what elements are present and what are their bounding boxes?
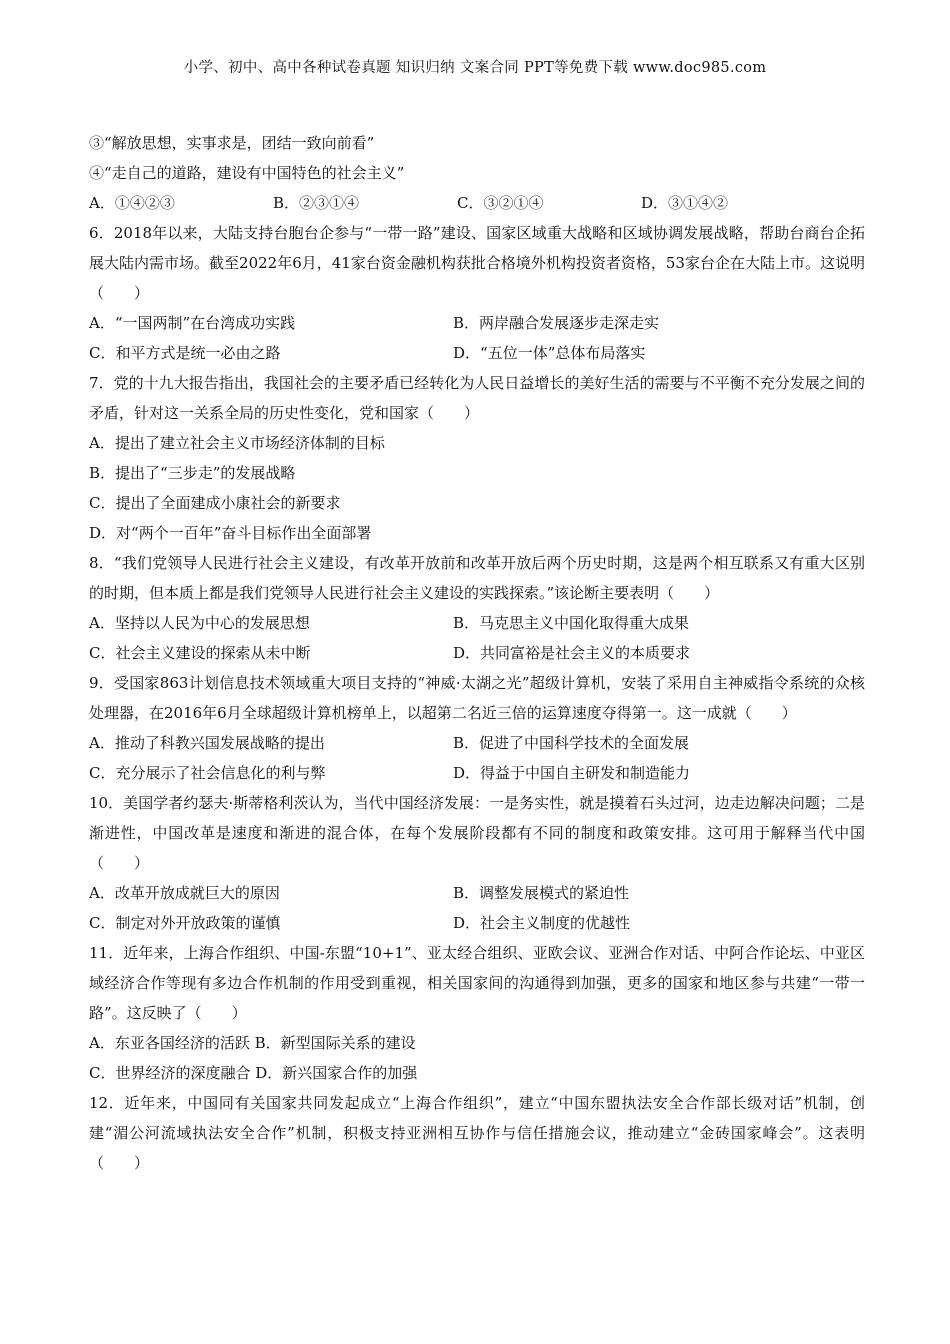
q9-option-b: B．促进了中国科学技术的全面发展: [453, 734, 690, 752]
q9-options-row1: [89, 728, 865, 758]
q7-stem: 7．党的十九大报告指出，我国社会的主要矛盾已经转化为人民日益增长的美好生活的需要与不平衡不充分发展之间的矛盾，针对这一关系全局的历史性变化，党和国家（ ）: [89, 374, 865, 422]
q8-options-row1: [89, 608, 865, 638]
q5-option-d: D．③①④②: [641, 194, 729, 212]
q9-option-d: D．得益于中国自主研发和制造能力: [453, 764, 691, 782]
q8-option-b: B．马克思主义中国化取得重大成果: [453, 614, 690, 632]
q9-options-row2: [89, 758, 865, 788]
q11-options-ab: A．东亚各国经济的活跃 B．新型国际关系的建设: [89, 1034, 416, 1052]
q6-option-a: A．“一国两制”在台湾成功实践: [89, 314, 296, 332]
q9-option-a: A．推动了科教兴国发展战略的提出: [89, 734, 325, 752]
q10-option-a: A．改革开放成就巨大的原因: [89, 884, 280, 902]
q10-option-c: C．制定对外开放政策的谨慎: [89, 914, 281, 932]
q9-option-c: C．充分展示了社会信息化的利与弊: [89, 764, 326, 782]
q10-option-d: D．社会主义制度的优越性: [453, 914, 631, 932]
q6-options-row1: [89, 308, 865, 338]
statement-3: ③“解放思想，实事求是，团结一致向前看”: [89, 134, 375, 152]
exam-content: [89, 128, 865, 1178]
q8-options-row2: [89, 638, 865, 668]
q8-option-a: A．坚持以人民为中心的发展思想: [89, 614, 310, 632]
q5-option-a: A．①④②③: [89, 194, 175, 212]
statement-4: ④“走自己的道路，建设有中国特色的社会主义”: [89, 164, 405, 182]
q8-option-c: C．社会主义建设的探索从未中断: [89, 644, 311, 662]
q5-option-b: B．②③①④: [273, 194, 360, 212]
q10-option-b: B．调整发展模式的紧迫性: [453, 884, 630, 902]
q6-option-d: D．“五位一体”总体布局落实: [453, 344, 646, 362]
q9-stem: 9．受国家863计划信息技术领域重大项目支持的“神威·太湖之光”超级计算机，安装了采用自主神威指令系统的众核处理器，在2016年6月全球超级计算机榜单上，以超第二名近三倍的运算速度夺得第一。这一成就（ ）: [89, 674, 865, 722]
q7-option-d: D．对“两个一百年”奋斗目标作出全面部署: [89, 524, 372, 542]
q5-options: [89, 188, 865, 218]
q7-option-a: A．提出了建立社会主义市场经济体制的目标: [89, 434, 385, 452]
page-header: 小学、初中、高中各种试卷真题 知识归纳 文案合同 PPT等免费下载 www.doc985.com: [183, 60, 767, 76]
q10-options-row2: [89, 908, 865, 938]
q6-option-c: C．和平方式是统一必由之路: [89, 344, 281, 362]
q12-stem: 12．近年来，中国同有关国家共同发起成立“上海合作组织”，建立“中国东盟执法安全合作部长级对话”机制，创建“湄公河流域执法安全合作”机制，积极支持亚洲相互协作与信任措施会议，推动建立“金砖国家峰会”。这表明（ ）: [89, 1094, 865, 1172]
q10-options-row1: [89, 878, 865, 908]
q10-stem: 10．美国学者约瑟夫·斯蒂格利茨认为，当代中国经济发展：一是务实性，就是摸着石头过河，边走边解决问题；二是渐进性，中国改革是速度和渐进的混合体，在每个发展阶段都有不同的制度和政策安排。这可用于解释当代中国（ ）: [89, 794, 865, 872]
q8-option-d: D．共同富裕是社会主义的本质要求: [453, 644, 691, 662]
q11-options-cd: C．世界经济的深度融合 D．新兴国家合作的加强: [89, 1064, 418, 1082]
q6-stem: 6．2018年以来，大陆支持台胞台企参与“一带一路”建设、国家区域重大战略和区域协调发展战略，帮助台商台企拓展大陆内需市场。截至2022年6月，41家台资金融机构获批合格境外机构投资者资格，53家台企在大陆上市。这说明（ ）: [89, 224, 865, 302]
q6-option-b: B．两岸融合发展逐步走深走实: [453, 314, 660, 332]
q5-option-c: C．③②①④: [457, 194, 544, 212]
q7-option-b: B．提出了“三步走”的发展战略: [89, 464, 296, 482]
q11-stem: 11．近年来，上海合作组织、中国-东盟“10+1”、亚太经合组织、亚欧会议、亚洲合作对话、中阿合作论坛、中亚区域经济合作等现有多边合作机制的作用受到重视，相关国家间的沟通得到加强，更多的国家和地区参与共建“一带一路”。这反映了（ ）: [89, 944, 865, 1022]
q8-stem: 8．“我们党领导人民进行社会主义建设，有改革开放前和改革开放后两个历史时期，这是两个相互联系又有重大区别的时期，但本质上都是我们党领导人民进行社会主义建设的实践探索。”该论断主要表明（ ）: [89, 554, 865, 602]
q7-option-c: C．提出了全面建成小康社会的新要求: [89, 494, 341, 512]
q6-options-row2: [89, 338, 865, 368]
